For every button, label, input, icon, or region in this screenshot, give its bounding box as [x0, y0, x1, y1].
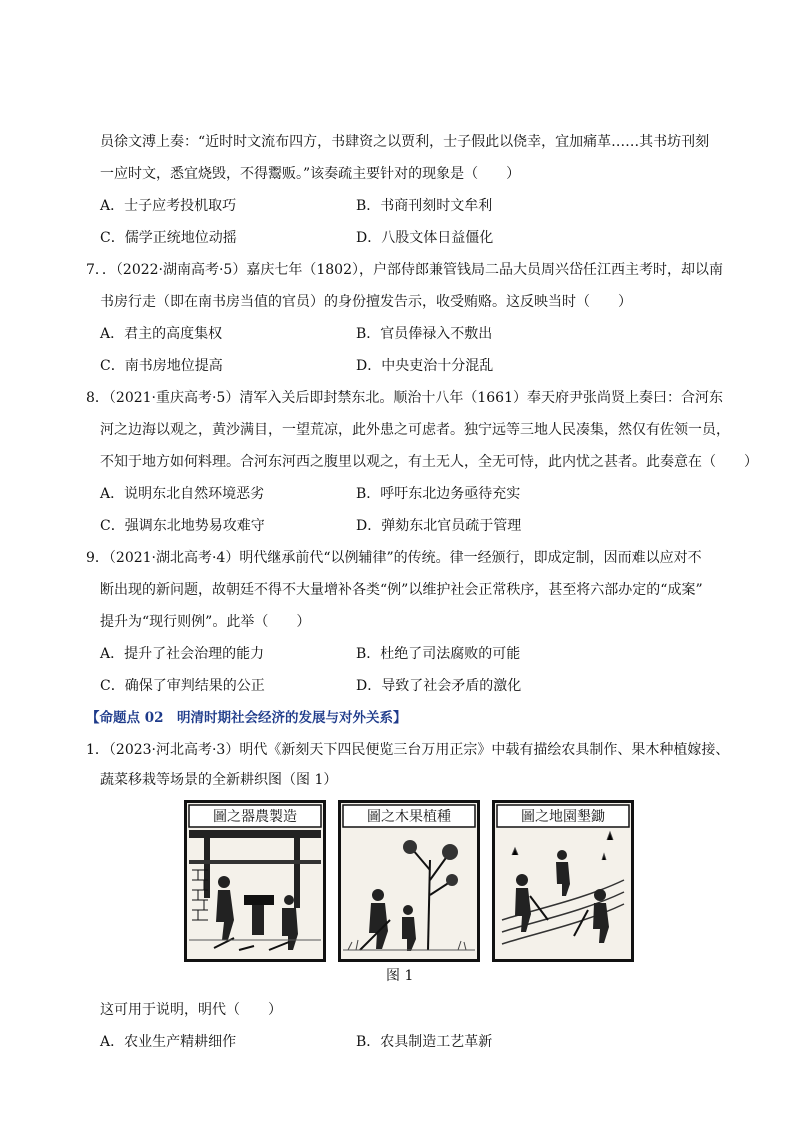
q8-option-c: C．强调东北地势易攻难守: [100, 518, 265, 534]
q8-text-line3: 不知于地方如何料理。合河东河西之腹里以观之，有土无人，全无可恃，此内忧之甚者。此奏意在（ ）: [100, 454, 758, 470]
q6-option-a: A．士子应考投机取巧: [100, 198, 237, 214]
q8-text-line2: 河之边海以观之，黄沙满目，一望荒凉，此外患之可虑者。独宁远等三地人民凑集，然仅有佐领一员，: [100, 422, 730, 438]
q8-option-a: A．说明东北自然环境恶劣: [100, 486, 265, 502]
q9-text-line2: 断出现的新问题，故朝廷不得不大量增补各类“例”以维护社会正常秩序，甚至将六部办定的“成案”: [100, 582, 703, 598]
q9-option-c: C．确保了审判结果的公正: [100, 678, 265, 694]
q6-text-line2: 一应时文，悉宜烧毁，不得鬻贩。”该奏疏主要针对的现象是（ ）: [100, 166, 521, 182]
q7-option-c: C．南书房地位提高: [100, 358, 223, 374]
q1-option-a: A．农业生产精耕细作: [100, 1034, 237, 1050]
q9-text-line1: 9．（2021·湖北高考·4）明代继承前代“以例辅律”的传统。律一经颁行，即成定制，因而难以应对不: [86, 550, 702, 566]
panel-2-title: 種植果木之圖: [367, 809, 451, 825]
q1-text-line1: 1．（2023·河北高考·3）明代《新刻天下四民便览三台万用正宗》中载有描绘农具制作、果木种植嫁接、: [86, 742, 730, 758]
q6-option-b: B．书商刊刻时文牟利: [356, 198, 493, 214]
panel-3-title: 鋤墾園地之圖: [521, 809, 605, 825]
q9-option-b: B．杜绝了司法腐败的可能: [356, 646, 521, 662]
q7-text-line2: 书房行走（即在南书房当值的官员）的身份擅发告示，收受贿赂。这反映当时（ ）: [100, 294, 632, 310]
q7-option-a: A．君主的高度集权: [100, 326, 223, 342]
section-heading: 【命题点 02 明清时期社会经济的发展与对外关系】: [86, 710, 407, 726]
figure-panel-fruit-planting: [338, 800, 480, 962]
figure-panel-garden-hoeing: [492, 800, 634, 962]
q7-option-b: B．官员俸禄入不敷出: [356, 326, 493, 342]
q7-option-d: D．中央吏治十分混乱: [356, 358, 494, 374]
figure-caption: 图 1: [386, 968, 414, 984]
figure-1: [184, 800, 634, 964]
q9-option-d: D．导致了社会矛盾的激化: [356, 678, 522, 694]
q8-option-d: D．弹劾东北官员疏于管理: [356, 518, 522, 534]
q6-text-line1: 员徐文溥上奏：“近时时文流布四方，书肆资之以贾利，士子假此以侥幸，宜加痛革……其书坊刊刻: [100, 134, 710, 150]
q6-option-d: D．八股文体日益僵化: [356, 230, 494, 246]
q9-option-a: A．提升了社会治理的能力: [100, 646, 265, 662]
panel-1-title: 造製農器之圖: [213, 809, 297, 825]
q8-option-b: B．呼吁东北边务亟待充实: [356, 486, 521, 502]
q1-text-line2: 蔬菜移栽等场景的全新耕织图（图 1）: [100, 772, 338, 788]
figure-panel-tool-making: [184, 800, 326, 962]
q1-question: 这可用于说明，明代（ ）: [100, 1002, 282, 1018]
q7-text-line1: 7．．（2022·湖南高考·5）嘉庆七年（1802），户部侍郎兼管钱局二品大员周兴岱任江西主考时，却以南: [86, 262, 723, 278]
q8-text-line1: 8．（2021·重庆高考·5）清军入关后即封禁东北。顺治十八年（1661）奉天府尹张尚贤上奏曰：合河东: [86, 390, 723, 406]
q6-option-c: C．儒学正统地位动摇: [100, 230, 237, 246]
q9-text-line3: 提升为“现行则例”。此举（ ）: [100, 614, 311, 630]
q1-option-b: B．农具制造工艺革新: [356, 1034, 493, 1050]
